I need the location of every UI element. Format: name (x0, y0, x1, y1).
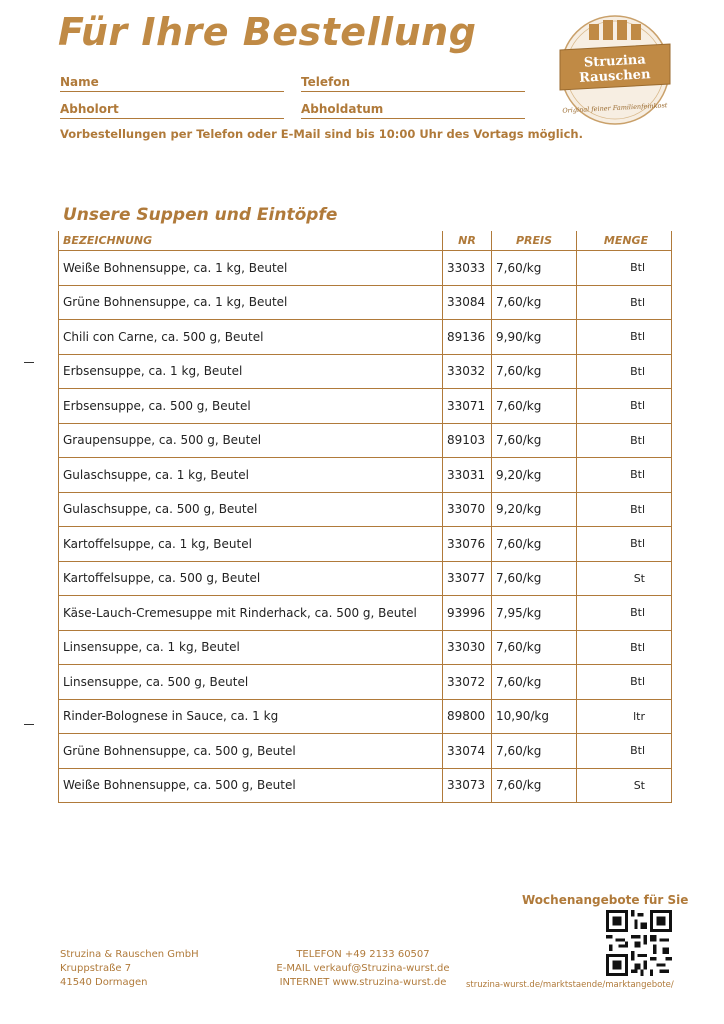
item-unit[interactable]: Btl (577, 251, 672, 286)
item-price: 7,60/kg (492, 630, 577, 665)
item-name: Käse-Lauch-Cremesuppe mit Rinderhack, ca. 500 g, Beutel (59, 596, 443, 631)
item-unit[interactable]: Btl (577, 630, 672, 665)
column-header-nr: NR (443, 231, 492, 251)
item-price: 7,60/kg (492, 354, 577, 389)
contact-info (270, 948, 456, 990)
item-number: 89136 (443, 320, 492, 355)
column-header-name: BEZEICHNUNG (59, 231, 443, 251)
table-row (59, 596, 672, 631)
soups-table (58, 231, 672, 803)
item-number: 89800 (443, 699, 492, 734)
item-name: Linsensuppe, ca. 500 g, Beutel (59, 665, 443, 700)
column-header-price: PREIS (492, 231, 577, 251)
item-name: Chili con Carne, ca. 500 g, Beutel (59, 320, 443, 355)
pickup-date-field[interactable]: Abholdatum (301, 102, 525, 119)
table-row (59, 699, 672, 734)
item-name: Weiße Bohnensuppe, ca. 500 g, Beutel (59, 768, 443, 803)
table-row (59, 389, 672, 424)
item-unit[interactable]: St (577, 768, 672, 803)
qr-url[interactable]: struzina-wurst.de/marktstaende/marktangebote/ (466, 980, 674, 990)
item-price: 10,90/kg (492, 699, 577, 734)
item-price: 7,60/kg (492, 285, 577, 320)
contact-email[interactable]: E-MAIL verkauf@Struzina-wurst.de (276, 963, 450, 974)
item-unit[interactable]: Btl (577, 665, 672, 700)
item-name: Erbsensuppe, ca. 1 kg, Beutel (59, 354, 443, 389)
table-row (59, 492, 672, 527)
contact-phone: TELEFON +49 2133 60507 (296, 949, 430, 960)
company-city: 41540 Dormagen (60, 977, 148, 988)
name-field[interactable]: Name (60, 75, 284, 92)
item-price: 9,20/kg (492, 492, 577, 527)
margin-mark (24, 362, 34, 363)
logo-line2: Rauschen (578, 67, 651, 86)
item-price: 7,60/kg (492, 768, 577, 803)
item-number: 33084 (443, 285, 492, 320)
item-number: 33033 (443, 251, 492, 286)
item-name: Grüne Bohnensuppe, ca. 1 kg, Beutel (59, 285, 443, 320)
item-unit[interactable]: Btl (577, 320, 672, 355)
item-name: Gulaschsuppe, ca. 500 g, Beutel (59, 492, 443, 527)
brand-logo (556, 14, 674, 126)
item-name: Kartoffelsuppe, ca. 500 g, Beutel (59, 561, 443, 596)
item-price: 7,60/kg (492, 527, 577, 562)
item-price: 9,90/kg (492, 320, 577, 355)
item-name: Weiße Bohnensuppe, ca. 1 kg, Beutel (59, 251, 443, 286)
phone-field[interactable]: Telefon (301, 75, 525, 92)
item-number: 33032 (443, 354, 492, 389)
item-number: 33031 (443, 458, 492, 493)
item-name: Graupensuppe, ca. 500 g, Beutel (59, 423, 443, 458)
item-number: 93996 (443, 596, 492, 631)
item-price: 9,20/kg (492, 458, 577, 493)
item-unit[interactable]: Btl (577, 285, 672, 320)
table-row (59, 630, 672, 665)
item-price: 7,95/kg (492, 596, 577, 631)
weekly-offers-label: Wochenangebote für Sie (522, 893, 689, 907)
table-row (59, 285, 672, 320)
item-unit[interactable]: Btl (577, 423, 672, 458)
table-row (59, 458, 672, 493)
item-unit[interactable]: St (577, 561, 672, 596)
item-number: 33071 (443, 389, 492, 424)
table-row (59, 320, 672, 355)
table-row (59, 561, 672, 596)
item-price: 7,60/kg (492, 423, 577, 458)
column-header-quantity: MENGE (577, 231, 672, 251)
table-row (59, 251, 672, 286)
item-price: 7,60/kg (492, 734, 577, 769)
item-price: 7,60/kg (492, 665, 577, 700)
company-name: Struzina & Rauschen GmbH (60, 949, 199, 960)
pickup-place-field[interactable]: Abholort (60, 102, 284, 119)
item-number: 33073 (443, 768, 492, 803)
item-number: 33077 (443, 561, 492, 596)
item-number: 33074 (443, 734, 492, 769)
contact-web[interactable]: INTERNET www.struzina-wurst.de (279, 977, 447, 988)
item-price: 7,60/kg (492, 251, 577, 286)
item-unit[interactable]: Btl (577, 596, 672, 631)
qr-code-icon[interactable] (606, 910, 672, 976)
logo-tagline: Original feiner Familienfeinkost (562, 101, 668, 115)
item-unit[interactable]: Btl (577, 354, 672, 389)
item-name: Erbsensuppe, ca. 500 g, Beutel (59, 389, 443, 424)
item-unit[interactable]: Btl (577, 389, 672, 424)
table-row (59, 665, 672, 700)
table-row (59, 734, 672, 769)
item-name: Rinder-Bolognese in Sauce, ca. 1 kg (59, 699, 443, 734)
item-unit[interactable]: Btl (577, 492, 672, 527)
item-name: Linsensuppe, ca. 1 kg, Beutel (59, 630, 443, 665)
item-name: Kartoffelsuppe, ca. 1 kg, Beutel (59, 527, 443, 562)
item-price: 7,60/kg (492, 389, 577, 424)
item-number: 33076 (443, 527, 492, 562)
item-name: Gulaschsuppe, ca. 1 kg, Beutel (59, 458, 443, 493)
table-row (59, 423, 672, 458)
item-unit[interactable]: Btl (577, 527, 672, 562)
item-unit[interactable]: ltr (577, 699, 672, 734)
table-row (59, 354, 672, 389)
section-title: Unsere Suppen und Eintöpfe (63, 205, 338, 225)
table-row (59, 768, 672, 803)
item-number: 33072 (443, 665, 492, 700)
company-street: Kruppstraße 7 (60, 963, 132, 974)
item-unit[interactable]: Btl (577, 458, 672, 493)
margin-mark (24, 724, 34, 725)
logo-line1: Struzina (583, 52, 647, 71)
item-number: 33070 (443, 492, 492, 527)
item-unit[interactable]: Btl (577, 734, 672, 769)
item-name: Grüne Bohnensuppe, ca. 500 g, Beutel (59, 734, 443, 769)
item-number: 89103 (443, 423, 492, 458)
item-number: 33030 (443, 630, 492, 665)
company-address (60, 948, 199, 990)
order-notice: Vorbestellungen per Telefon oder E-Mail sind bis 10:00 Uhr des Vortags möglich. (60, 127, 583, 141)
item-price: 7,60/kg (492, 561, 577, 596)
page-title: Für Ihre Bestellung (58, 10, 477, 54)
table-row (59, 527, 672, 562)
